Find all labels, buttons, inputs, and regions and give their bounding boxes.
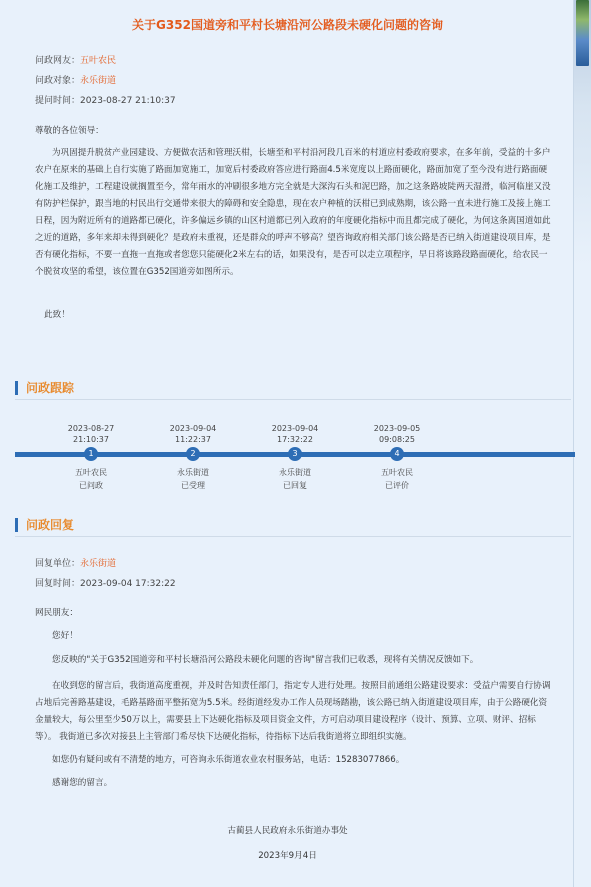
reply-unit-link[interactable]: 永乐街道 [80, 559, 117, 569]
side-banner-image [576, 0, 589, 66]
reply-unit-label: 回复单位： [35, 559, 81, 569]
timeline-step-actor: 永乐街道 [279, 468, 311, 477]
timeline-step-clock: 17:32:22 [277, 435, 313, 444]
timeline-step-node: 2 [186, 447, 200, 461]
reply-time-label: 回复时间： [35, 579, 81, 589]
timeline-step-clock: 11:22:37 [175, 435, 211, 444]
timeline-step-date: 2023-09-05 [373, 424, 421, 433]
timeline-step-node: 4 [390, 447, 404, 461]
reply-time-row [35, 576, 176, 589]
question-time: 2023-08-27 21:10:37 [80, 96, 176, 106]
timeline-step-actor: 五叶农民 [75, 468, 107, 477]
reply-paragraph-4: 感谢您的留言。 [52, 778, 113, 788]
page-title: 关于G352国道旁和平村长塘沿河公路段未硬化问题的咨询 [132, 18, 443, 32]
timeline-step-node: 1 [84, 447, 98, 461]
question-body: 为巩固提升脱贫产业园建设、方便做农活和管理沃柑，长塘至和平村沿河段几百米的村道应村委政府要求，在多年前，受益的十多户农户在原来的基础上自行实施了路面加宽施工，加宽后村委政府答应进行路面4.5米宽度以上路面硬化，路面加宽了至今没有进行路面硬化施工及维护，工程建设就搁置至今，常年雨水的冲刷很多地方完全就是大深沟石头和泥巴路，加之这条路坡陡两天湿滑，临河临崖又没有防护栏保护，跟当地的村民出行交通带来很大的障碍和安全隐患，现在农户种植的沃柑已到成熟期，该公路一直未进行施工及接上施工日程，因为附近所有的道路都已硬化，许多偏远乡镇的山区村道都已列入政府的年度硬化指标中而且都完成了硬化，为何这条离国道如此之近的道路，多年来却未得到硬化？是政府未重视，还是群众的呼声不够高？望咨询政府相关部门该公路是否已纳入街道建设项目库，是否有硬化指标，不要一直拖一直拖或者您您只能硬化2米左右的话，如果没有，是否可以走立项程序，早日将该路段路面硬化，给农民一个脱贫攻坚的希望，该位置在G352国道旁如图所示。 [35, 148, 551, 277]
question-time-label: 提问时间： [35, 96, 81, 106]
reply-paragraph-2: 在收到您的留言后，我街道高度重视，并及时告知责任部门，指定专人进行处理。按照目前通组公路建设要求：受益户需要自行协调占地后完善路基建设，毛路基路面平整拓宽为5.5米。经街道经发办工作人员现场踏勘，该公路已纳入街道建设项目库，由于公路硬化资金量较大，每公里至少50万以上，需要县上下达硬化指标及项目资金文件，方可启动项目建设程序（设计、预算、立项、财评、招标等）。 我街道已多次对接县上主管部门希尽快下达硬化指标，待指标下达后我街道将立即组织实施。 [35, 681, 551, 742]
question-closing: 此致！ [44, 310, 70, 320]
reply-divider [15, 536, 571, 537]
timeline-step-status: 已问政 [79, 481, 103, 490]
question-greeting: 尊敬的各位领导： [35, 126, 104, 136]
timeline-step-label [255, 466, 335, 492]
target-row [35, 73, 116, 86]
question-time-row [35, 93, 176, 106]
reply-hello: 您好！ [52, 631, 78, 641]
target-link[interactable]: 永乐街道 [80, 76, 117, 86]
asker-link[interactable]: 五叶农民 [80, 56, 117, 66]
tracking-divider [15, 399, 571, 400]
signature-date: 2023年9月4日 [258, 851, 317, 861]
timeline-step-date: 2023-09-04 [169, 424, 217, 433]
timeline-step-label [357, 466, 437, 492]
timeline-step-clock: 09:08:25 [379, 435, 415, 444]
timeline-step-label [51, 466, 131, 492]
reply-paragraph-3: 如您仍有疑问或有不清楚的地方，可咨询永乐街道农业农村服务站，电话：15283077866。 [52, 755, 405, 765]
timeline-step-time [255, 423, 335, 445]
timeline-step-date: 2023-08-27 [67, 424, 115, 433]
timeline-step-date: 2023-09-04 [271, 424, 319, 433]
timeline-step-time [357, 423, 437, 445]
reply-paragraph-1: 您反映的"关于G352国道旁和平村长塘沿河公路段未硬化问题的咨询"留言我们已收悉，现将有关情况反馈如下。 [52, 655, 479, 665]
timeline-step-actor: 五叶农民 [381, 468, 413, 477]
reply-salutation: 网民朋友： [35, 608, 78, 618]
reply-section-title: 问政回复 [15, 518, 74, 532]
reply-time: 2023-09-04 17:32:22 [80, 579, 176, 589]
signature-org: 古蔺县人民政府永乐街道办事处 [227, 826, 348, 836]
asker-row [35, 53, 116, 66]
timeline-step-label [153, 466, 233, 492]
timeline-step-time [153, 423, 233, 445]
timeline-step-clock: 21:10:37 [73, 435, 109, 444]
timeline-step-status: 已评价 [385, 481, 409, 490]
side-scroll-strip[interactable] [573, 0, 591, 887]
timeline-step-status: 已回复 [283, 481, 307, 490]
reply-unit-row [35, 556, 116, 569]
timeline-step-node: 3 [288, 447, 302, 461]
timeline-step-actor: 永乐街道 [177, 468, 209, 477]
timeline-step-time [51, 423, 131, 445]
asker-label: 问政网友： [35, 56, 81, 66]
timeline-step-status: 已受理 [181, 481, 205, 490]
tracking-section-title: 问政跟踪 [15, 381, 74, 395]
target-label: 问政对象： [35, 76, 81, 86]
